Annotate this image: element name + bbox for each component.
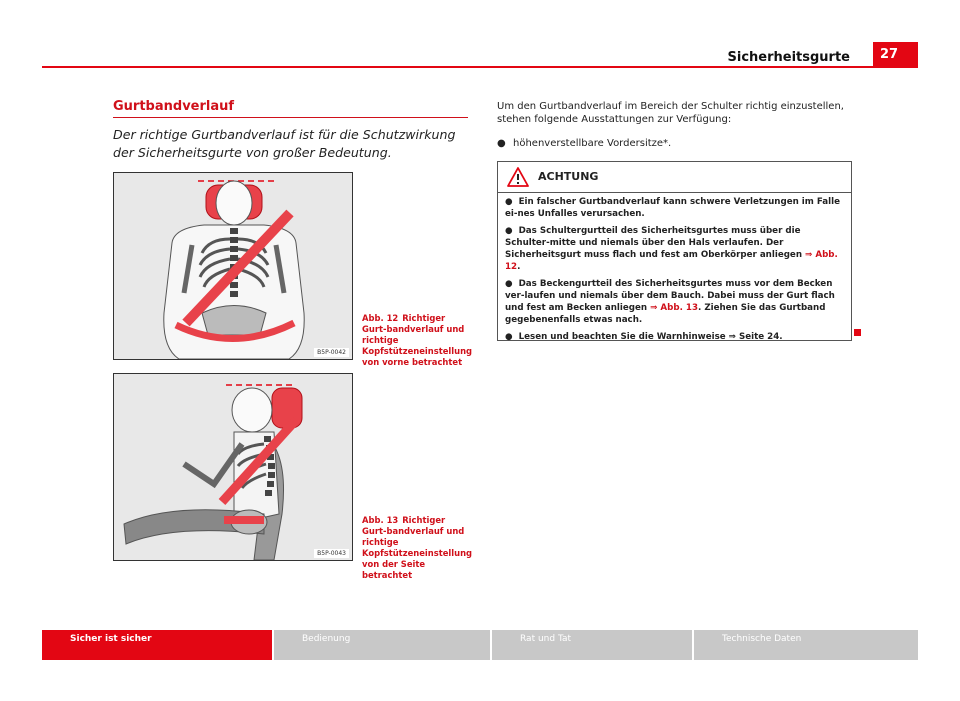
adjustment-intro: Um den Gurtbandverlauf im Bereich der Schulter richtig einzustellen, stehen folgende Ausstattungen zur Verfügung: (497, 101, 844, 125)
header-rule (42, 66, 918, 68)
warning-item-text: Das Schultergurtteil des Sicherheitsgurtes muss über die Schulter-mitte und niemals über den Hals verlaufen. Der Sicherheitsgurt muss flach und fest am Oberkörper anliegen (505, 226, 803, 260)
warning-box (497, 161, 852, 341)
bullet-icon: ● (505, 197, 513, 207)
footer-tab-technische-daten[interactable]: Technische Daten (694, 630, 918, 660)
section-title: Gurtbandverlauf (113, 99, 235, 114)
figure-caption-text: Richtiger Gurt-bandverlauf und richtige Kopfstützeneinstellung von vorne betrachtet (362, 313, 473, 367)
side-view-illustration (114, 374, 352, 560)
figure-caption-text: Richtiger Gurt-bandverlauf und richtige Kopfstützeneinstellung von der Seite betrachtet (362, 515, 473, 580)
warning-item (505, 278, 843, 326)
warning-header (498, 162, 851, 193)
section-rule (113, 117, 468, 118)
warning-item-text: Lesen und beachten Sie die Warnhinweise ⇒ Seite 24. (518, 332, 783, 342)
footer-tab-sicher-ist-sicher[interactable]: Sicher ist sicher (42, 630, 272, 660)
footer-tab-bedienung[interactable]: Bedienung (274, 630, 490, 660)
footer-nav (42, 630, 918, 660)
figure-caption (362, 313, 472, 368)
figure-side-view (113, 373, 353, 561)
warning-item-text-end: . (517, 262, 521, 272)
figure-label: Abb. 12 (362, 313, 399, 323)
running-header-title: Sicherheitsgurte (727, 50, 850, 65)
figure-code: B5P-0042 (314, 348, 349, 357)
figure-reference-link[interactable]: ⇒ Abb. 13 (650, 303, 698, 313)
section-end-mark (854, 329, 861, 336)
page-number: 27 (873, 42, 918, 67)
bullet-icon: ● (505, 279, 513, 289)
figure-front-view (113, 172, 353, 360)
warning-item-text-end: . Ziehen Sie das Gurtband gegebenenfalls etwas nach. (505, 303, 826, 325)
footer-tab-rat-und-tat[interactable]: Rat und Tat (492, 630, 692, 660)
figure-caption (362, 515, 472, 581)
figure-code: B5P-0043 (314, 549, 349, 558)
warning-triangle-icon (507, 167, 529, 187)
front-view-illustration (114, 173, 352, 359)
figure-reference-link[interactable]: ⇒ Abb. 12 (505, 250, 838, 272)
warning-title: ACHTUNG (538, 170, 599, 183)
section-intro: Der richtige Gurtbandverlauf ist für die Schutzwirkung der Sicherheitsgurte von großer Bedeutung. (113, 127, 456, 160)
list-item (497, 138, 671, 149)
bullet-icon: ● (497, 138, 506, 149)
bullet-icon: ● (505, 332, 513, 342)
warning-item (505, 331, 843, 343)
figure-label: Abb. 13 (362, 515, 399, 525)
warning-item-text: Das Beckengurtteil des Sicherheitsgurtes muss vor dem Becken ver-laufen und niemals über dem Bauch. Dabei muss der Gurt flach und fest am Becken anliegen (505, 279, 835, 313)
warning-list (505, 196, 843, 348)
warning-item-text: Ein falscher Gurtbandverlauf kann schwere Verletzungen im Falle ei-nes Unfalles verursachen. (505, 197, 840, 219)
warning-item (505, 196, 843, 220)
list-item-text: höhenverstellbare Vordersitze*. (513, 138, 672, 149)
warning-item (505, 225, 843, 273)
bullet-icon: ● (505, 226, 513, 236)
